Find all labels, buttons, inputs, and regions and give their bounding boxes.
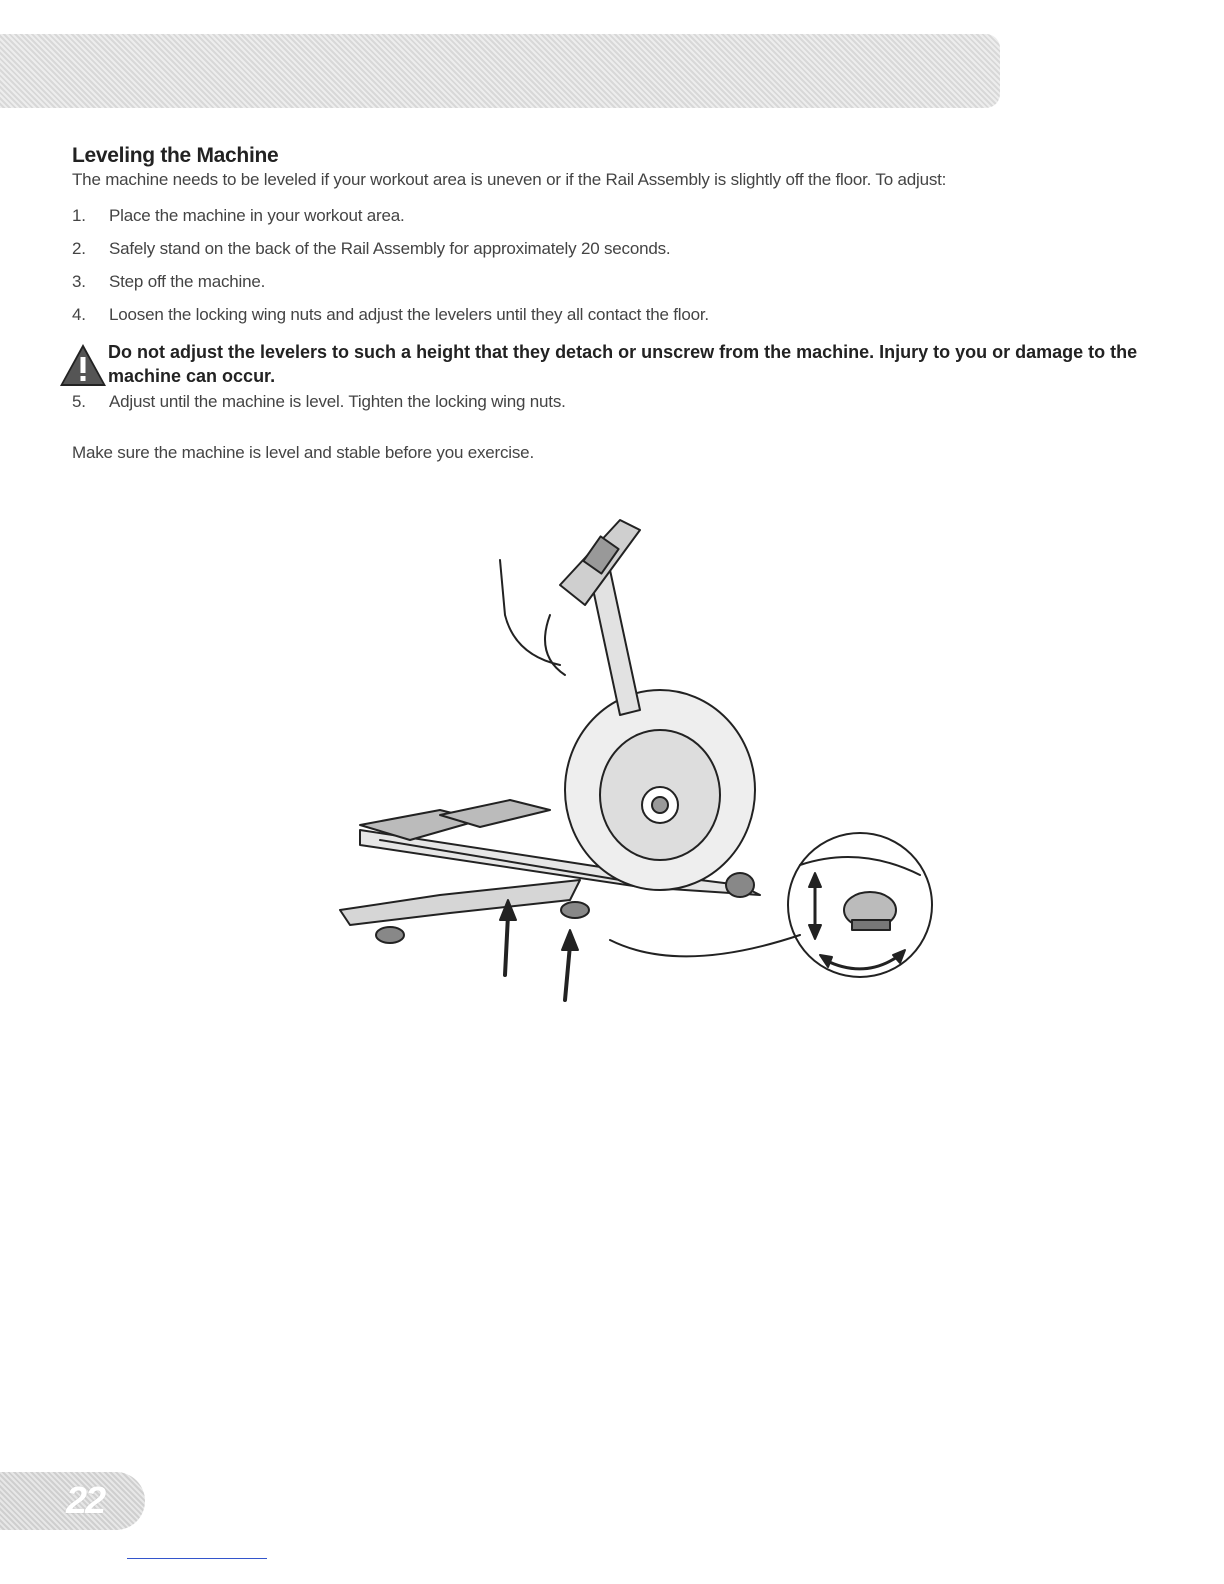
step-text: Step off the machine. bbox=[109, 272, 266, 291]
step-text: Safely stand on the back of the Rail Assembly for approximately 20 seconds. bbox=[109, 239, 671, 258]
step-text: Adjust until the machine is level. Tighten the locking wing nuts. bbox=[109, 392, 566, 411]
step-number: 2. bbox=[72, 239, 86, 258]
warning-text: Do not adjust the levelers to such a height that they detach or unscrew from the machine. Injury to you or damage to the machine can occur. bbox=[108, 342, 1138, 386]
step-text: Place the machine in your workout area. bbox=[109, 206, 405, 225]
page-number: 22 bbox=[66, 1480, 105, 1522]
step-item bbox=[72, 206, 1172, 239]
step-text: Loosen the locking wing nuts and adjust the levelers until they all contact the floor. bbox=[109, 305, 709, 324]
step-number: 1. bbox=[72, 206, 86, 225]
warning-triangle-icon bbox=[58, 342, 108, 388]
step-item bbox=[72, 239, 1172, 272]
intro-text: The machine needs to be leveled if your workout area is uneven or if the Rail Assembly is slightly off the floor. To adjust: bbox=[72, 170, 947, 189]
outro-text: Make sure the machine is level and stable before you exercise. bbox=[72, 443, 534, 462]
step-item bbox=[72, 392, 1172, 425]
step-number: 4. bbox=[72, 305, 86, 324]
header-band bbox=[0, 34, 1000, 108]
step-number: 3. bbox=[72, 272, 86, 291]
section-title: Leveling the Machine bbox=[72, 144, 279, 167]
step-number: 5. bbox=[72, 392, 86, 411]
footer-line bbox=[127, 1558, 267, 1559]
warning-box bbox=[58, 340, 1172, 388]
elliptical-machine-illustration bbox=[320, 515, 940, 1020]
main-content bbox=[72, 144, 1172, 480]
step-item bbox=[72, 272, 1172, 305]
step-item bbox=[72, 305, 1172, 338]
